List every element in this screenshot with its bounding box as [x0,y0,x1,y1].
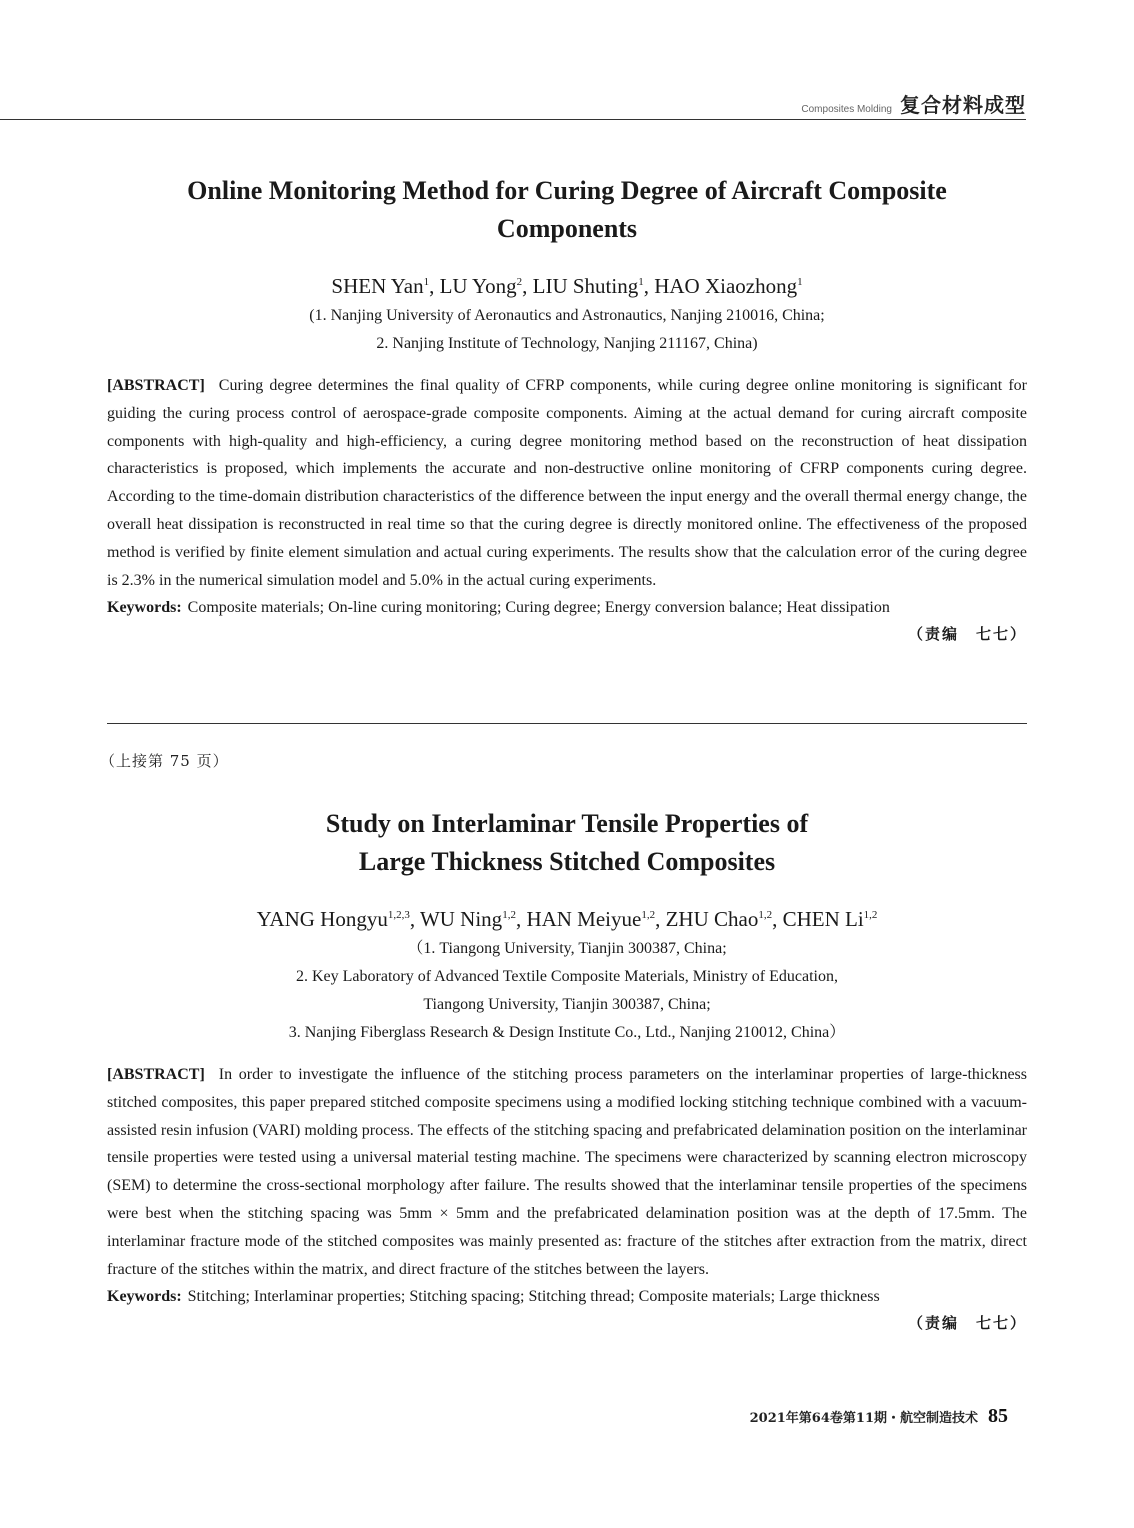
keywords-label: Keywords: [107,1288,182,1306]
author: ZHU Chao$^{1,2}$, [665,907,783,931]
journal-name-en: Composites Molding [801,104,892,115]
page-footer [750,1405,1008,1428]
footer-journal-issue: 2021年第64卷第11期・航空制造技术 [749,1411,978,1426]
keywords-text: Stitching; Interlaminar properties; Stitching spacing; Stitching thread; Composite materials; Large thickness [187,1288,880,1306]
affiliation-line: 3. Nanjing Fiberglass Research & Design Institute Co., Ltd., Nanjing 210012, China） [288,1024,846,1041]
affiliation-line: 2. Key Laboratory of Advanced Textile Composite Materials, Ministry of Education, [295,968,838,985]
abstract-text: Curing degree determines the final quality of CFRP components, while curing degree online monitoring is significant for guiding the curing process control of aerospace-grade composite components. Aiming at the actual demand for curing aircraft composite components with high-quality and high-efficiency, a curing degree monitoring method based on the reconstruction of heat dissipation characteristics is proposed, which implements the accurate and non-destructive online monitoring of CFRP components curing degree. According to the time-domain distribution characteristics of the difference between the input energy and the overall thermal energy change, the overall heat dissipation is reconstructed in real time so that the curing degree is directly monitored online. The effectiveness of the proposed method is verified by finite element simulation and actual curing experiments. The results show that the calculation error of the curing degree is 2.3% in the numerical simulation model and 5.0% in the actual curing experiments. [107,377,1027,589]
affiliations [107,302,1027,358]
author-list [107,272,1027,300]
article-title [107,805,1027,881]
author: LIU Shuting$^1$, [532,274,655,298]
affiliations [107,935,1027,1047]
page-number: 85 [988,1405,1008,1427]
author: WU Ning$^{1,2}$, [419,907,527,931]
abstract [107,372,1027,594]
abstract-label: [ABSTRACT] [107,377,205,394]
running-header [801,92,1026,118]
title-line-2: Large Thickness Stitched Composites [358,847,776,876]
author: SHEN Yan$^1$, [331,274,440,298]
journal-name-cn: 复合材料成型 [900,93,1026,117]
title-line-2: Components [496,214,638,243]
section-divider [107,723,1027,724]
author: LU Yong$^2$, [439,274,533,298]
editor-note: （责编 七七） [907,625,1027,644]
affiliation-line: Tiangong University, Tianjin 300387, China; [423,996,711,1013]
keywords [107,594,1027,621]
keywords-label: Keywords: [107,599,182,617]
continued-from-note: （上接第 75 页） [100,752,229,770]
author: YANG Hongyu$^{1,2,3}$, [256,907,420,931]
keywords [107,1283,1027,1310]
author: HAN Meiyue$^{1,2}$, [526,907,666,931]
article-stitched-composites [107,805,1027,1336]
title-line-1: Study on Interlaminar Tensile Properties of [325,809,809,838]
title-line-1: Online Monitoring Method for Curing Degree of Aircraft Composite [187,176,947,205]
abstract [107,1061,1027,1283]
affiliation-line: (1. Nanjing University of Aeronautics and Astronautics, Nanjing 210016, China; [309,307,825,324]
abstract-label: [ABSTRACT] [107,1066,205,1083]
editor-note: （责编 七七） [907,1314,1027,1333]
article-curing-monitoring [107,172,1027,647]
keywords-text: Composite materials; On-line curing monitoring; Curing degree; Energy conversion balance; Heat dissipation [187,599,890,617]
affiliation-line: 2. Nanjing Institute of Technology, Nanjing 211167, China) [376,335,758,352]
affiliation-line: （1. Tiangong University, Tianjin 300387, China; [407,940,727,957]
author: CHEN Li$^{1,2}$ [782,907,878,931]
author: HAO Xiaozhong$^1$ [654,274,803,298]
author-list [107,905,1027,933]
article-title [107,172,1027,248]
abstract-text: In order to investigate the influence of the stitching process parameters on the interlaminar properties of large-thickness stitched composites, this paper prepared stitched composite specimens using a modified locking stitching technique combined with a vacuum-assisted resin infusion (VARI) molding process. The effects of the stitching spacing and prefabricated delamination position on the interlaminar tensile properties were tested using a universal material testing machine. The specimens were characterized by scanning electron microscopy (SEM) to determine the cross-sectional morphology after failure. The results showed that the interlaminar tensile properties of the specimens were best when the stitching spacing was 5mm × 5mm and the prefabricated delamination position was at the depth of 17.5mm. The interlaminar fracture mode of the stitched composites was mainly presented as: fracture of the stitches after extraction from the matrix, direct fracture of the stitches within the matrix, and direct fracture of the stitches between the layers. [107,1066,1027,1278]
header-rule [0,119,1026,120]
